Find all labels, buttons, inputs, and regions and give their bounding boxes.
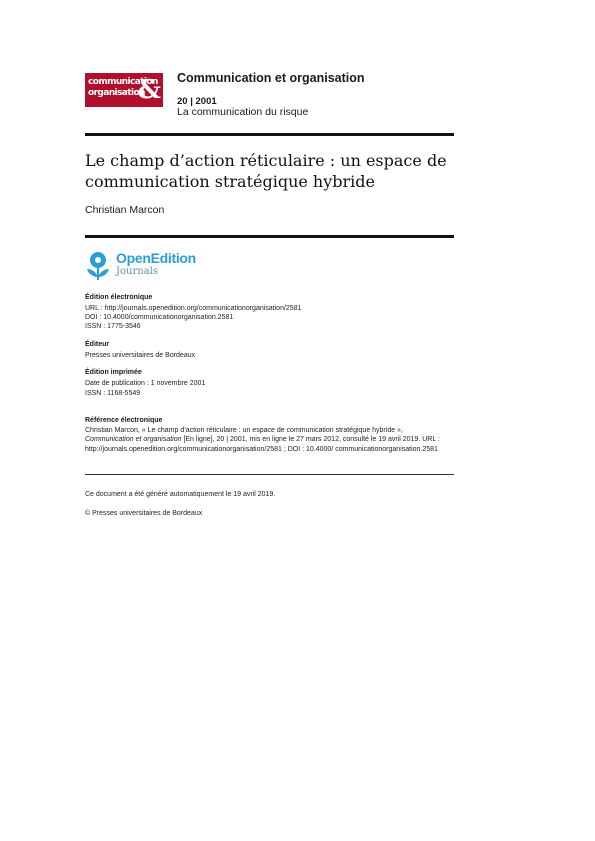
print-issn: ISSN : 1168-5549	[85, 390, 141, 397]
issue-title: La communication du risque	[177, 106, 309, 118]
openedition-name: OpenEdition	[116, 250, 196, 266]
journal-logo-line2: organisation	[88, 88, 145, 98]
electronic-doi[interactable]: DOI : 10.4000/communicationorganisation.2581	[85, 314, 234, 321]
electronic-issn: ISSN : 1775-3546	[85, 323, 141, 330]
bottom-divider	[85, 474, 454, 475]
publisher-name: Presses universitaires de Bordeaux	[85, 352, 196, 359]
electronic-url[interactable]: URL : http://journals.openedition.org/communicationorganisation/2581	[85, 305, 302, 312]
journal-logo	[85, 73, 163, 107]
issue-number: 20 | 2001	[177, 96, 217, 107]
publisher-heading: Éditeur	[85, 341, 110, 348]
journal-logo-ampersand: &	[137, 75, 161, 105]
journal-logo-line1: communication	[88, 77, 158, 87]
openedition-flower-icon	[85, 251, 111, 281]
copyright-note: © Presses universitaires de Bordeaux	[85, 510, 203, 517]
reference-part1: Christian Marcon, « Le champ d’action réticulaire : un espace de communication stratégique hybride »,	[85, 427, 403, 434]
reference-heading: Référence électronique	[85, 417, 163, 424]
print-edition-heading: Édition imprimée	[85, 369, 142, 376]
article-author: Christian Marcon	[85, 204, 165, 216]
middle-divider	[85, 235, 454, 238]
top-divider	[85, 133, 454, 136]
article-title: Le champ d’action réticulaire : un espace de communication stratégique hybride	[85, 151, 447, 191]
electronic-edition-heading: Édition électronique	[85, 294, 153, 301]
openedition-sub: Journals	[116, 266, 158, 277]
print-date: Date de publication : 1 novembre 2001	[85, 380, 206, 387]
generated-note: Ce document a été généré automatiquement le 19 avril 2019.	[85, 491, 276, 498]
journal-name: Communication et organisation	[177, 71, 365, 85]
reference-text	[85, 426, 454, 454]
reference-part2: [En ligne], 20 | 2001, mis en ligne le 27 mars 2012, consulté le 19 avril 2019. URL : http://journals.openedition.org/communicationorganisation/2581 ; DOI : 10.4000/ communicationorganisation.2581	[85, 436, 440, 453]
reference-journal: Communication et organisation	[85, 436, 182, 444]
